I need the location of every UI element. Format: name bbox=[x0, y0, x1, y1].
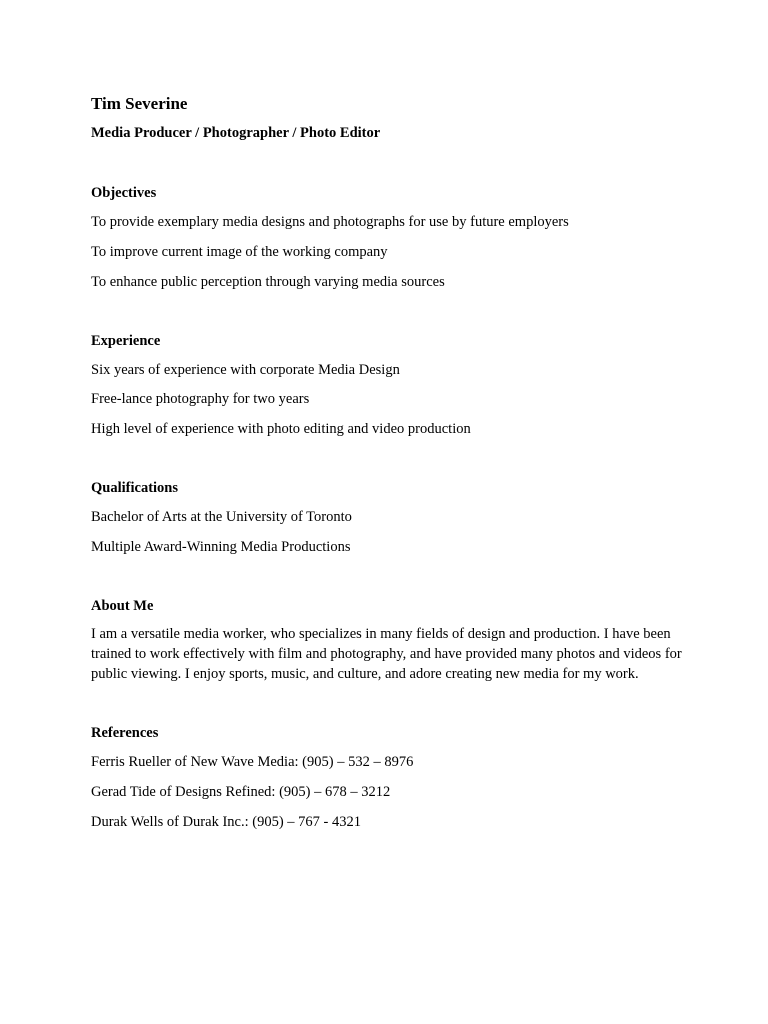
qualification-item: Multiple Award-Winning Media Productions bbox=[91, 538, 351, 555]
experience-section bbox=[91, 331, 691, 440]
experience-item: Free-lance photography for two years bbox=[91, 391, 310, 408]
experience-item: High level of experience with photo editing and video production bbox=[91, 421, 471, 438]
job-title: Media Producer / Photographer / Photo Editor bbox=[91, 125, 381, 141]
about-paragraph: I am a versatile media worker, who specializes in many fields of design and production. I have been trained to work effectively with film and photography, and have provided many photos and videos for public viewing. I enjoy sports, music, and culture, and adore creating new media for my work. bbox=[91, 625, 682, 682]
objective-item: To enhance public perception through varying media sources bbox=[91, 273, 445, 290]
reference-item: Durak Wells of Durak Inc.: (905) – 767 - 4321 bbox=[91, 813, 361, 830]
objectives-section bbox=[91, 183, 691, 292]
objectives-heading: Objectives bbox=[91, 185, 157, 201]
qualifications-section bbox=[91, 478, 691, 557]
experience-heading: Experience bbox=[91, 332, 161, 349]
resume-document bbox=[91, 93, 691, 871]
reference-item: Ferris Rueller of New Wave Media: (905) – 532 – 8976 bbox=[91, 754, 414, 771]
experience-item: Six years of experience with corporate Media Design bbox=[91, 361, 400, 378]
objective-item: To provide exemplary media designs and photographs for use by future employers bbox=[91, 214, 569, 230]
person-name: Tim Severine bbox=[91, 94, 188, 113]
qualification-item: Bachelor of Arts at the University of Toronto bbox=[91, 509, 352, 526]
about-heading: About Me bbox=[91, 597, 154, 614]
qualifications-heading: Qualifications bbox=[91, 480, 179, 497]
references-heading: References bbox=[91, 725, 159, 742]
references-section bbox=[91, 723, 691, 832]
objective-item: To improve current image of the working company bbox=[91, 243, 388, 260]
about-section bbox=[91, 596, 691, 684]
reference-item: Gerad Tide of Designs Refined: (905) – 678 – 3212 bbox=[91, 784, 391, 801]
